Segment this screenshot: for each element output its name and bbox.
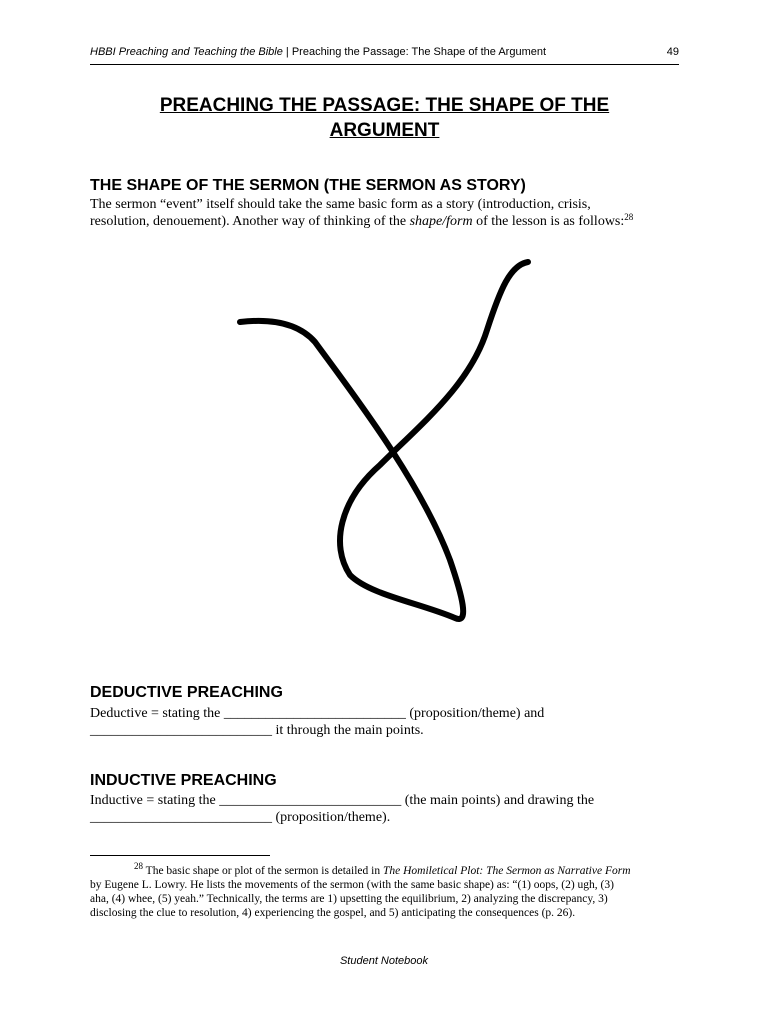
deductive-line2 — [90, 722, 690, 739]
shape-form-italic: shape/form — [409, 214, 473, 229]
sermon-shape-line1: The sermon “event” itself should take the same basic form as a story (introduction, crisis, — [90, 197, 591, 212]
deductive-line1-text: Deductive = stating the — [90, 706, 224, 721]
footnote-line1 — [90, 861, 690, 878]
inductive-line1-end: (the main points) and drawing the — [401, 793, 595, 808]
sermon-shape-heading: THE SHAPE OF THE SERMON (THE SERMON AS STORY) — [90, 177, 526, 194]
footnote-divider — [90, 855, 270, 856]
sermon-shape-line2-end: of the lesson is as follows: — [472, 214, 625, 229]
page-number: 49 — [666, 46, 679, 58]
footnote — [90, 861, 690, 920]
inductive-line2-end: (proposition/theme). — [272, 810, 391, 825]
deductive-blank-1[interactable]: __________________________ — [223, 706, 406, 721]
footnote-line2: by Eugene L. Lowry. He lists the movements of the sermon (with the same basic shape) as: “(1) oops, (2) ugh, (3) — [90, 879, 614, 891]
header-book-title: HBBI Preaching and Teaching the Bible — [90, 46, 283, 58]
deductive-blank-2[interactable]: __________________________ — [90, 723, 272, 738]
footnote-book-title: The Homiletical Plot: The Sermon as Narrative Form — [382, 865, 631, 877]
inductive-line2 — [90, 809, 690, 826]
header-separator: | — [282, 46, 292, 58]
inductive-heading: INDUCTIVE PREACHING — [90, 772, 277, 789]
inductive-paragraph — [90, 792, 690, 826]
inductive-line1 — [90, 792, 690, 809]
deductive-line1 — [90, 705, 690, 722]
deductive-line2-end: it through the main points. — [272, 723, 424, 738]
footnote-line3: aha, (4) whee, (5) yeah.” Technically, the terms are 1) upsetting the equilibrium, 2) analyzing the discrepancy, 3) — [90, 893, 608, 905]
footnote-ref: 28 — [624, 212, 634, 222]
deductive-paragraph — [90, 705, 690, 739]
page-title-line1: PREACHING THE PASSAGE: THE SHAPE OF THE — [159, 95, 610, 116]
page-footer: Student Notebook — [339, 955, 429, 967]
inductive-blank-1[interactable]: __________________________ — [219, 793, 402, 808]
inductive-blank-2[interactable]: __________________________ — [90, 810, 272, 825]
inductive-line1-text: Inductive = stating the — [90, 793, 220, 808]
header-section-title: Preaching the Passage: The Shape of the Argument — [291, 46, 547, 58]
footnote-line4: disclosing the clue to resolution, 4) experiencing the gospel, and 5) anticipating the consequences (p. 26). — [90, 907, 576, 919]
footnote-number: 28 — [134, 861, 143, 871]
sermon-shape-curve — [240, 262, 528, 619]
footnote-line1-text: The basic shape or plot of the sermon is detailed in — [143, 865, 383, 877]
deductive-heading: DEDUCTIVE PREACHING — [90, 684, 283, 701]
sermon-shape-line2-text: resolution, denouement). Another way of thinking of the — [90, 214, 410, 229]
page-title-line2: ARGUMENT — [329, 120, 440, 141]
deductive-line1-end: (proposition/theme) and — [405, 706, 545, 721]
